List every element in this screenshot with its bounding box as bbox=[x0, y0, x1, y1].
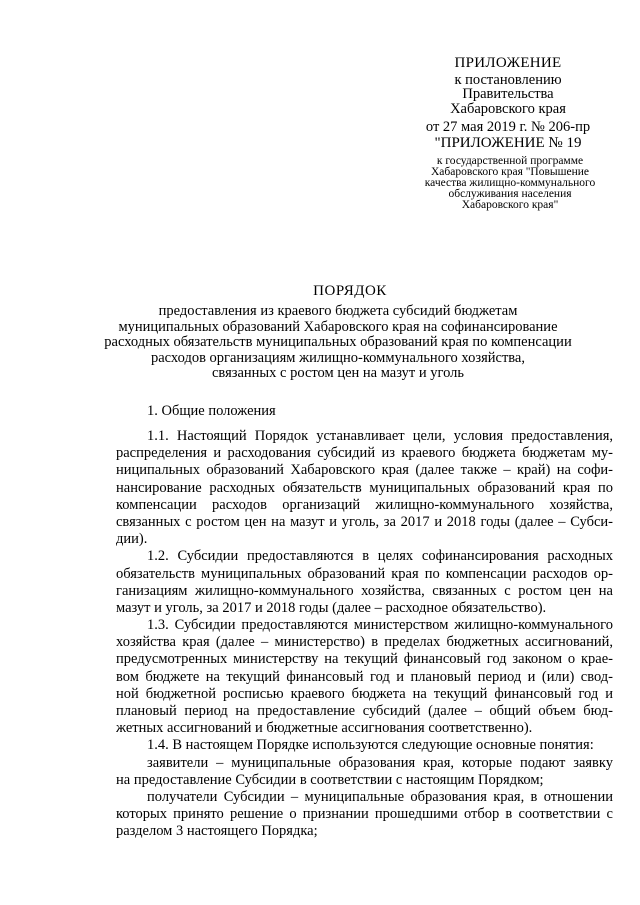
paragraph-line: плановый период на предоставление субсидий (далее – общий объем бюд- bbox=[116, 703, 613, 719]
section-heading: 1. Общие положения bbox=[147, 403, 276, 419]
paragraph-line: получатели Субсидии – муниципальные образования края, в отношении bbox=[147, 788, 613, 805]
paragraph-line: ниципальных образований Хабаровского края (далее также – край) на софи- bbox=[116, 462, 613, 479]
program-line: Хабаровского края" bbox=[461, 199, 559, 211]
document-body bbox=[116, 428, 613, 841]
subtitle-line: предоставления из краевого бюджета субсидий бюджетам bbox=[158, 303, 518, 319]
paragraph-line: жетных ассигнований и бюджетные ассигнования соответственно). bbox=[116, 720, 533, 737]
paragraph-line: которых принято решение о признании прошедшими отбор в соответствии с bbox=[116, 806, 613, 823]
approval-header bbox=[393, 56, 623, 150]
program-line: обслуживания населения bbox=[448, 188, 572, 200]
paragraph-line: хозяйства края (далее – министерство) в пределах бюджетных ассигнований, bbox=[116, 634, 613, 651]
document-title-block bbox=[0, 283, 640, 382]
paragraph bbox=[116, 789, 613, 841]
paragraph-line: 1.1. Настоящий Порядок устанавливает цели, условия предоставления, bbox=[147, 428, 613, 444]
paragraph bbox=[116, 755, 613, 789]
paragraph bbox=[116, 548, 613, 617]
paragraph-line: 1.4. В настоящем Порядке используются следующие основные понятия: bbox=[147, 737, 594, 754]
header-line: Правительства bbox=[462, 86, 554, 102]
header-appendix: "ПРИЛОЖЕНИЕ № 19 bbox=[434, 134, 582, 151]
paragraph-line: вом бюджете на текущий финансовый год и плановый период и (или) свод- bbox=[116, 668, 613, 685]
paragraph-line: дии). bbox=[116, 531, 148, 548]
paragraph-line: 1.2. Субсидии предоставляются в целях софинансирования расходных bbox=[147, 548, 613, 565]
paragraph-line: связанных с ростом цен на мазут и уголь, за 2017 и 2018 годы (далее – Субси- bbox=[116, 513, 613, 530]
paragraph-line: мазут и уголь, за 2017 и 2018 годы (далее – расходное обязательство). bbox=[116, 599, 547, 616]
program-line: качества жилищно-коммунального bbox=[424, 177, 596, 189]
header-line: Хабаровского края bbox=[450, 100, 566, 117]
paragraph-line: обязательств муниципальных образований края по компенсации расходов ор- bbox=[116, 565, 613, 582]
subtitle-line: муниципальных образований Хабаровского края на софинансирование bbox=[118, 318, 558, 335]
subtitle-line: расходных обязательств муниципальных образований края по компенсации bbox=[104, 334, 572, 350]
header-title: ПРИЛОЖЕНИЕ bbox=[454, 55, 562, 71]
program-reference bbox=[410, 156, 610, 211]
header-date: от 27 мая 2019 г. № 206-пр bbox=[425, 119, 591, 135]
paragraph-line: нансирование расходных обязательств муниципальных образований края по bbox=[116, 479, 613, 496]
paragraph bbox=[116, 737, 613, 754]
paragraph-line: разделом 3 настоящего Порядка; bbox=[116, 823, 318, 840]
paragraph-line: 1.3. Субсидии предоставляются министерством жилищно-коммунального bbox=[147, 617, 613, 634]
paragraph bbox=[116, 428, 613, 548]
document-title: ПОРЯДОК bbox=[313, 283, 387, 299]
subtitle-line: связанных с ростом цен на мазут и уголь bbox=[211, 365, 464, 381]
header-line: к постановлению bbox=[454, 71, 562, 88]
paragraph-line: распределения и расходования субсидий из краевого бюджета бюджетам му- bbox=[116, 445, 613, 462]
paragraph-line: заявители – муниципальные образования края, которые подают заявку bbox=[147, 754, 613, 771]
program-line: Хабаровского края "Повышение bbox=[430, 166, 590, 178]
paragraph-line: ганизациям жилищно-коммунального хозяйства, связанных с ростом цен на bbox=[116, 582, 613, 599]
paragraph-line: компенсации расходов организаций жилищно-коммунального хозяйства, bbox=[116, 496, 613, 513]
paragraph-line: на предоставление Субсидии в соответствии с настоящим Порядком; bbox=[116, 771, 544, 788]
paragraph bbox=[116, 617, 613, 737]
paragraph-line: предусмотренных министерству на текущий финансовый год законом о крае- bbox=[116, 651, 613, 668]
program-line: к государственной программе bbox=[436, 155, 584, 167]
document-subtitle bbox=[0, 304, 640, 382]
subtitle-line: расходов организациям жилищно-коммунального хозяйства, bbox=[150, 349, 525, 366]
paragraph-line: ной бюджетной росписью краевого бюджета на текущий финансовый год и bbox=[116, 685, 613, 702]
